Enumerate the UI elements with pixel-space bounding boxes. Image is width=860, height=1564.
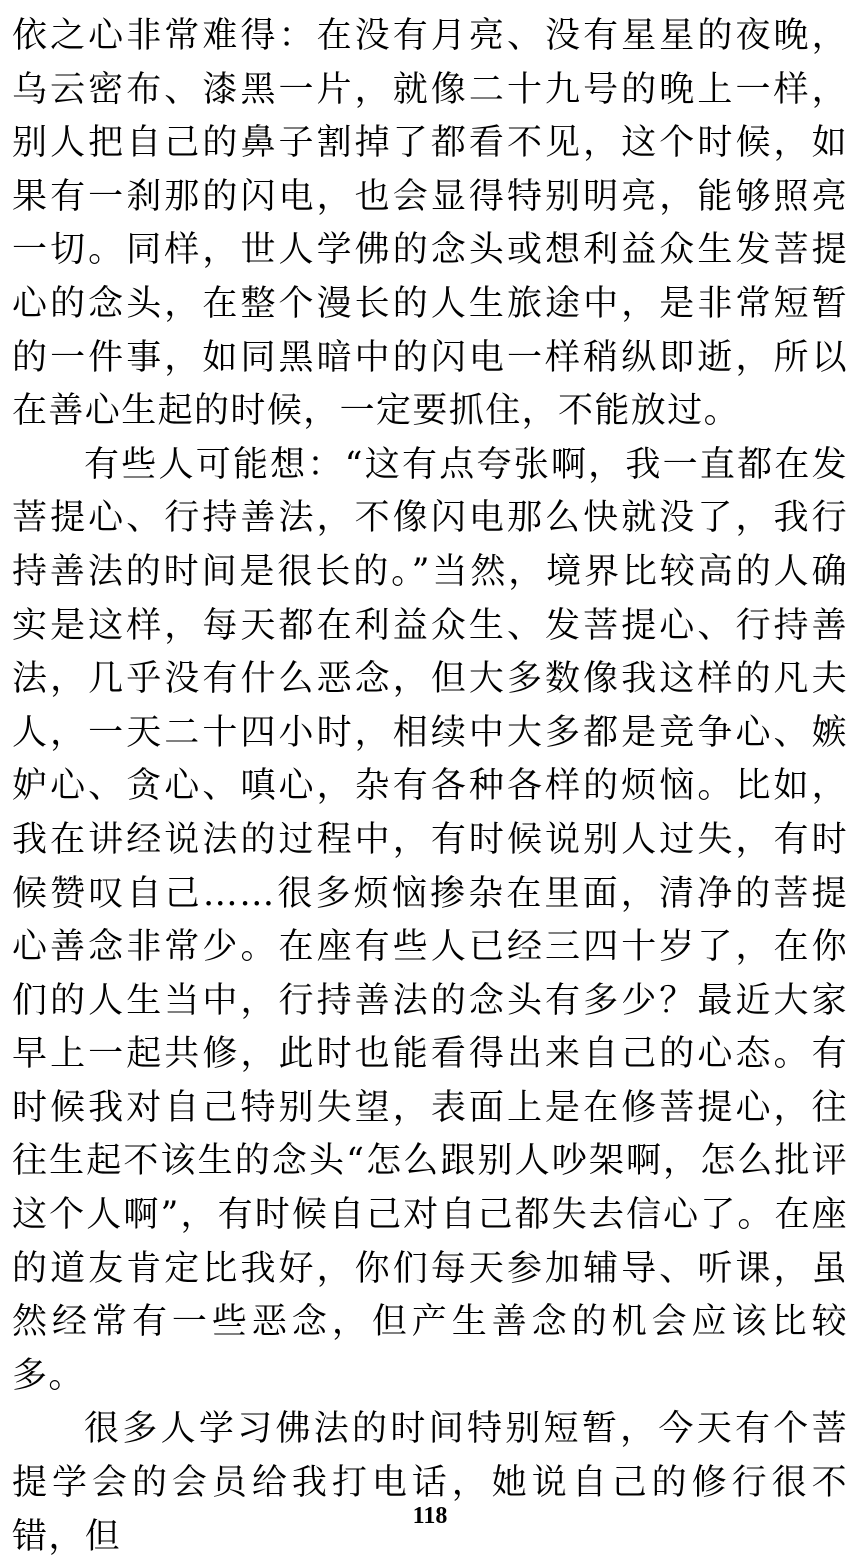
paragraph-1: 依之心非常难得：在没有月亮、没有星星的夜晚，乌云密布、漆黑一片，就像二十九号的晚上一样，别人把自己的鼻子割掉了都看不见，这个时候，如果有一刹那的闪电，也会显得特别明亮，能够照亮一切。同样，世人学佛的念头或想利益众生发菩提心的念头，在整个漫长的人生旅途中，是非常短暂的一件事，如同黑暗中的闪电一样稍纵即逝，所以在善心生起的时候，一定要抓住，不能放过。 (12, 16, 848, 432)
paragraph-3: 很多人学习佛法的时间特别短暂，今天有个菩提学会的会员给我打电话，她说自己的修行很不错，但 (12, 1409, 848, 1557)
page-number: 118 (412, 1503, 448, 1529)
body-text (12, 10, 848, 1564)
paragraph-2: 有些人可能想：“这有点夸张啊，我一直都在发菩提心、行持善法，不像闪电那么快就没了，我行持善法的时间是很长的。”当然，境界比较高的人确实是这样，每天都在利益众生、发菩提心、行持善法，几乎没有什么恶念，但大多数像我这样的凡夫人，一天二十四小时，相续中大多都是竞争心、嫉妒心、贪心、嗔心，杂有各种各样的烦恼。比如，我在讲经说法的过程中，有时候说别人过失，有时候赞叹自己……很多烦恼掺杂在里面，清净的菩提心善念非常少。在座有些人已经三四十岁了，在你们的人生当中，行持善法的念头有多少？最近大家早上一起共修，此时也能看得出来自己的心态。有时候我对自己特别失望，表面上是在修菩提心，往往生起不该生的念头“怎么跟别人吵架啊，怎么批评这个人啊”，有时候自己对自己都失去信心了。在座的道友肯定比我好，你们每天参加辅导、听课，虽然经常有一些恶念，但产生善念的机会应该比较多。 (12, 444, 848, 1396)
